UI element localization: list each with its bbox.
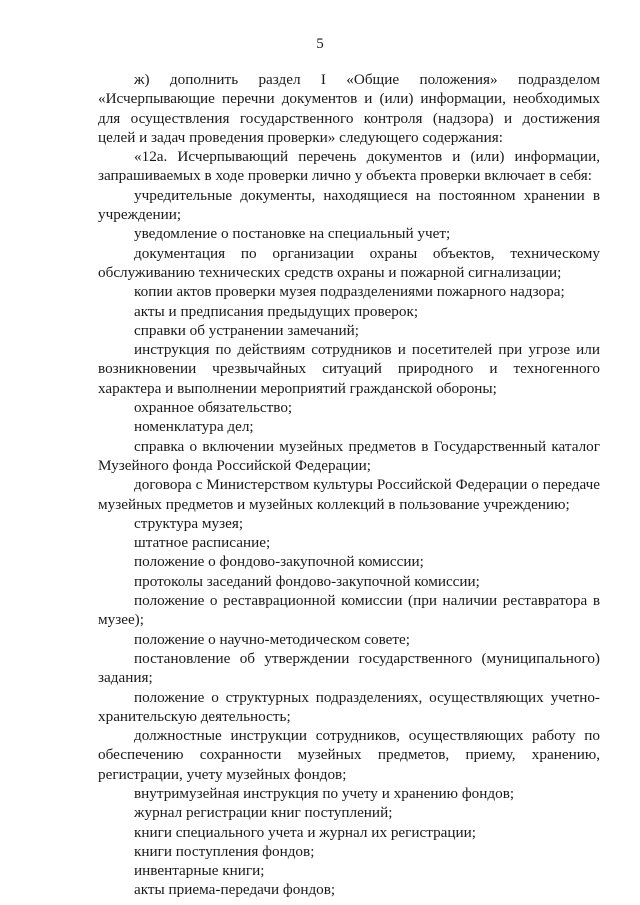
list-item: внутримузейная инструкция по учету и хранению фондов; bbox=[134, 784, 515, 802]
list-item: книги специального учета и журнал их регистрации; bbox=[134, 823, 477, 841]
list-item: структура музея; bbox=[134, 514, 244, 532]
list-item: положение о структурных подразделениях, осуществляющих учетно-хранительскую деятельность; bbox=[98, 688, 600, 725]
list-item: номенклатура дел; bbox=[134, 418, 254, 436]
list-item: охранное обязательство; bbox=[134, 399, 293, 417]
list-item: справка о включении музейных предметов в Государственный каталог Музейного фонда Российской Федерации; bbox=[98, 437, 600, 474]
document-body bbox=[98, 70, 600, 900]
list-item: договора с Министерством культуры Российской Федерации о передаче музейных предметов и музейных коллекций в пользование учреждению; bbox=[98, 476, 600, 513]
list-item: документация по организации охраны объектов, техническому обслуживанию технических средств охраны и пожарной сигнализации; bbox=[98, 244, 600, 281]
list-item: книги поступления фондов; bbox=[134, 842, 315, 860]
list-item: копии актов проверки музея подразделениями пожарного надзора; bbox=[134, 283, 565, 301]
list-item: акты приема-передачи фондов; bbox=[134, 881, 336, 899]
paragraph-amendment-intro: ж) дополнить раздел I «Общие положения» подразделом «Исчерпывающие перечни документов и (или) информации, необходимых для осуществления государственного контроля (надзора) и достижения целей и задач проведения проверки» следующего содержания: bbox=[98, 71, 600, 146]
list-item: штатное расписание; bbox=[134, 534, 271, 552]
list-item: учредительные документы, находящиеся на постоянном хранении в учреждении; bbox=[98, 186, 600, 224]
list-item: положение о научно-методическом совете; bbox=[134, 630, 411, 648]
list-item: акты и предписания предыдущих проверок; bbox=[134, 302, 419, 320]
list-item: журнал регистрации книг поступлений; bbox=[134, 804, 393, 822]
list-item: уведомление о постановке на специальный учет; bbox=[134, 225, 451, 243]
list-item: положение о фондово-закупочной комиссии; bbox=[134, 553, 424, 571]
paragraph-list-intro: «12а. Исчерпывающий перечень документов и (или) информации, запрашиваемых в ходе проверки лично у объекта проверки включает в себя: bbox=[98, 148, 600, 185]
list-item: инструкция по действиям сотрудников и посетителей при угрозе или возникновении чрезвычайных ситуаций природного и техногенного характера и выполнении мероприятий гражданской обороны; bbox=[98, 341, 600, 397]
list-item: должностные инструкции сотрудников, осуществляющих работу по обеспечению сохранности музейных предметов, приему, хранению, регистрации, учету музейных фондов; bbox=[98, 727, 600, 783]
list-item: справки об устранении замечаний; bbox=[134, 321, 360, 339]
list-item: постановление об утверждении государственного (муниципального) задания; bbox=[98, 649, 600, 687]
list-item: инвентарные книги; bbox=[134, 862, 265, 880]
list-item: протоколы заседаний фондово-закупочной комиссии; bbox=[134, 572, 480, 590]
page-number: 5 bbox=[316, 36, 324, 52]
list-item: положение о реставрационной комиссии (при наличии реставратора в музее); bbox=[98, 592, 600, 629]
